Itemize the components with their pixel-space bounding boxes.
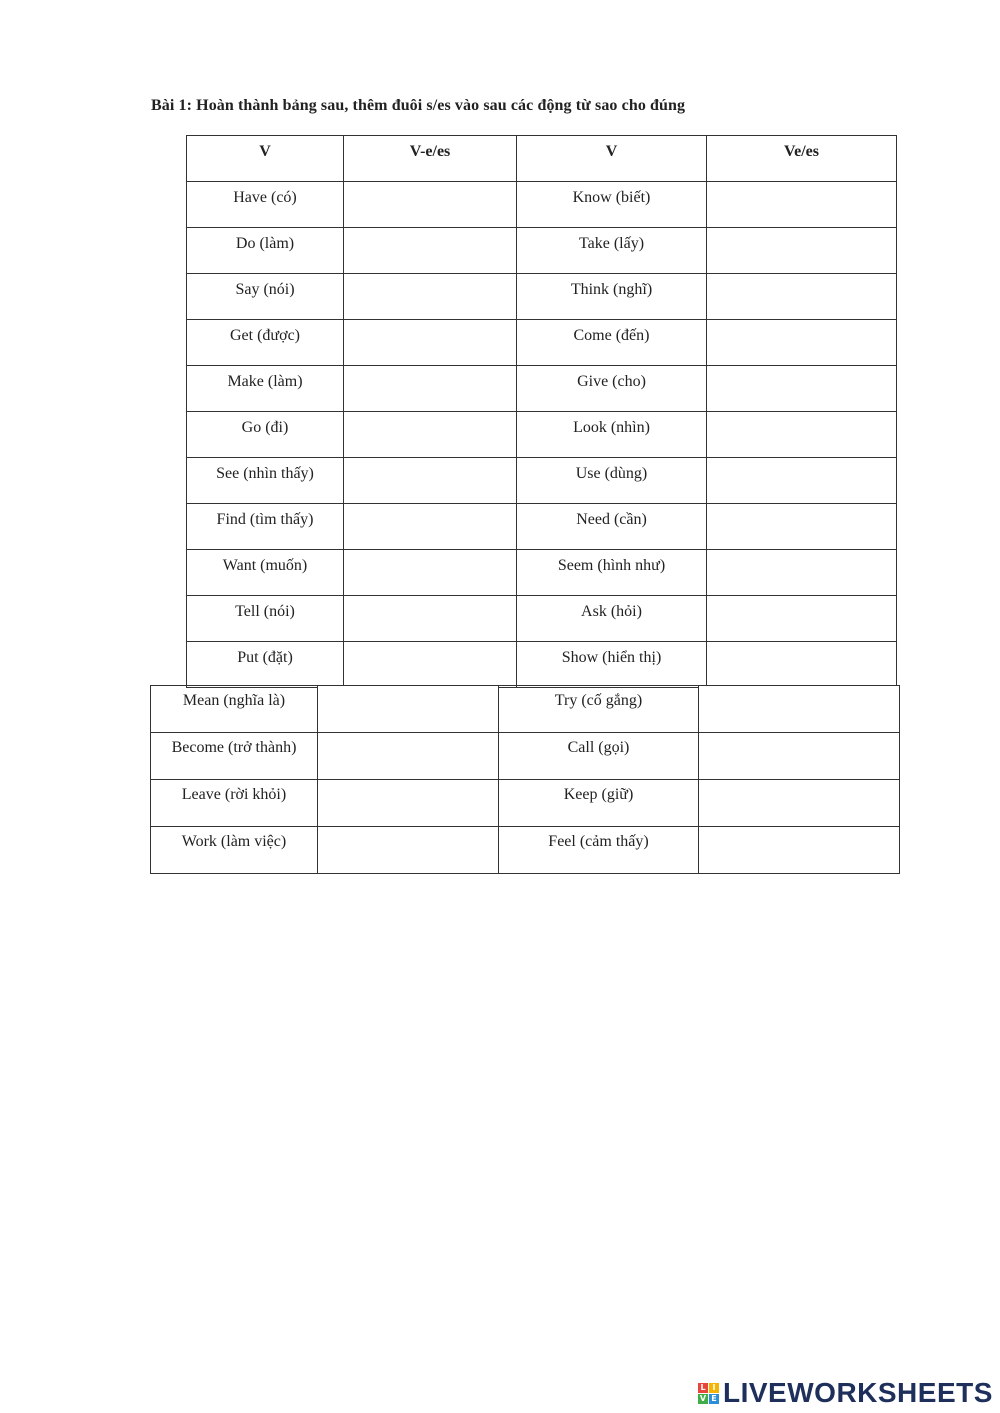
logo-text: LIVEWORKSHEETS	[723, 1377, 993, 1408]
header-ves-2: Ve/es	[707, 136, 897, 182]
answer-cell[interactable]	[707, 228, 897, 274]
table-row	[151, 827, 900, 874]
table-row	[187, 228, 897, 274]
verb-cell: Tell (nói)	[187, 596, 344, 642]
table-row	[151, 780, 900, 827]
answer-cell[interactable]	[707, 182, 897, 228]
verb-cell: Look (nhìn)	[517, 412, 707, 458]
answer-cell[interactable]	[318, 686, 499, 733]
verb-cell: Think (nghĩ)	[517, 274, 707, 320]
answer-cell[interactable]	[344, 228, 517, 274]
answer-cell[interactable]	[699, 780, 900, 827]
table-row	[187, 550, 897, 596]
answer-cell[interactable]	[707, 550, 897, 596]
table-row	[187, 642, 897, 688]
answer-cell[interactable]	[344, 366, 517, 412]
verb-cell: Do (làm)	[187, 228, 344, 274]
verb-cell: Go (đi)	[187, 412, 344, 458]
verb-cell: Find (tìm thấy)	[187, 504, 344, 550]
verb-cell: Keep (giữ)	[499, 780, 699, 827]
verb-cell: Say (nói)	[187, 274, 344, 320]
answer-cell[interactable]	[707, 320, 897, 366]
verb-cell: Feel (cảm thấy)	[499, 827, 699, 874]
table-row	[187, 366, 897, 412]
table-row	[151, 686, 900, 733]
answer-cell[interactable]	[699, 686, 900, 733]
exercise-title: Bài 1: Hoàn thành bảng sau, thêm đuôi s/es vào sau các động từ sao cho đúng	[151, 97, 686, 114]
verb-cell: Become (trở thành)	[151, 733, 318, 780]
answer-cell[interactable]	[344, 320, 517, 366]
verb-cell: Mean (nghĩa là)	[151, 686, 318, 733]
answer-cell[interactable]	[344, 596, 517, 642]
header-v-2: V	[517, 136, 707, 182]
table-row	[187, 596, 897, 642]
table-row	[187, 274, 897, 320]
logo-mark-v: V	[699, 1393, 707, 1403]
verb-cell: Seem (hình như)	[517, 550, 707, 596]
answer-cell[interactable]	[344, 412, 517, 458]
verb-cell: Know (biết)	[517, 182, 707, 228]
verb-cell: Make (làm)	[187, 366, 344, 412]
verb-cell: Give (cho)	[517, 366, 707, 412]
verb-cell: Work (làm việc)	[151, 827, 318, 874]
logo-mark-icon	[698, 1383, 719, 1404]
logo-mark-e: E	[709, 1394, 719, 1404]
verb-cell: Have (có)	[187, 182, 344, 228]
verb-cell: See (nhìn thấy)	[187, 458, 344, 504]
table-row	[187, 412, 897, 458]
liveworksheets-logo	[698, 1378, 993, 1408]
answer-cell[interactable]	[318, 733, 499, 780]
answer-cell[interactable]	[707, 596, 897, 642]
verb-cell: Show (hiển thị)	[517, 642, 707, 688]
table-row	[187, 320, 897, 366]
answer-cell[interactable]	[344, 504, 517, 550]
verb-cell: Come (đến)	[517, 320, 707, 366]
answer-cell[interactable]	[707, 642, 897, 688]
verb-cell: Leave (rời khỏi)	[151, 780, 318, 827]
answer-cell[interactable]	[707, 504, 897, 550]
logo-mark-i: I	[709, 1383, 719, 1393]
answer-cell[interactable]	[707, 458, 897, 504]
table-row	[151, 733, 900, 780]
verb-table-2	[150, 685, 900, 874]
verb-cell: Take (lấy)	[517, 228, 707, 274]
verb-table-1	[186, 135, 897, 688]
answer-cell[interactable]	[344, 274, 517, 320]
answer-cell[interactable]	[318, 827, 499, 874]
answer-cell[interactable]	[344, 458, 517, 504]
verb-cell: Try (cố gắng)	[499, 686, 699, 733]
answer-cell[interactable]	[344, 550, 517, 596]
answer-cell[interactable]	[318, 780, 499, 827]
answer-cell[interactable]	[344, 182, 517, 228]
verb-cell: Put (đặt)	[187, 642, 344, 688]
header-v-1: V	[187, 136, 344, 182]
verb-cell: Get (được)	[187, 320, 344, 366]
answer-cell[interactable]	[699, 733, 900, 780]
table-header-row	[187, 136, 897, 182]
answer-cell[interactable]	[707, 274, 897, 320]
table-row	[187, 458, 897, 504]
verb-cell: Need (cần)	[517, 504, 707, 550]
verb-cell: Want (muốn)	[187, 550, 344, 596]
table-row	[187, 504, 897, 550]
verb-cell: Use (dùng)	[517, 458, 707, 504]
verb-cell: Call (gọi)	[499, 733, 699, 780]
logo-mark-l: L	[698, 1383, 708, 1393]
answer-cell[interactable]	[344, 642, 517, 688]
answer-cell[interactable]	[707, 412, 897, 458]
answer-cell[interactable]	[699, 827, 900, 874]
header-ves-1: V-e/es	[344, 136, 517, 182]
verb-cell: Ask (hỏi)	[517, 596, 707, 642]
answer-cell[interactable]	[707, 366, 897, 412]
table-row	[187, 182, 897, 228]
